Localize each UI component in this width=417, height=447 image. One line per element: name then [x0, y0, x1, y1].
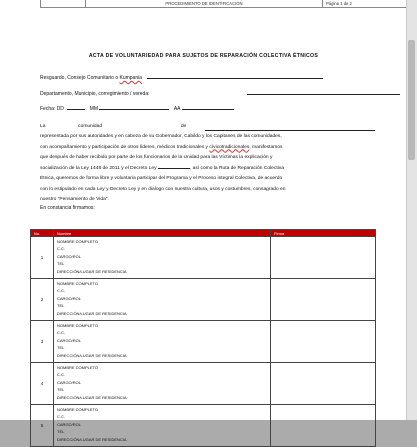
- constancia-text: En constancia firmamos:: [40, 205, 95, 211]
- header-cell-procedure: PROCEDIMIENTO DE IDENTIFICACIÓN: [86, 0, 323, 8]
- para-line3-a: con acompañamiento y participación de otros líderes, médicos tradicionales y: [40, 144, 210, 150]
- field-label-cargo: CARGO/ROL: [57, 421, 82, 427]
- row-fields: [54, 363, 271, 405]
- row-fields: [54, 321, 271, 363]
- fecha-aa-label: AA: [173, 106, 181, 112]
- comunidad-blank[interactable]: [205, 125, 375, 131]
- resguardo-blank[interactable]: [147, 73, 323, 79]
- field-label-tel: TEL: [57, 303, 65, 309]
- row-fields: [54, 405, 271, 447]
- signature-cell[interactable]: [271, 321, 376, 363]
- field-label-direccion: DIRECCIÓN/LUGAR DE RESIDENCIA: [57, 352, 127, 358]
- document-title: ACTA DE VOLUNTARIEDAD PARA SUJETOS DE REPARACIÓN COLECTIVA ÉTNICOS: [88, 53, 319, 59]
- header-cell-page: Página 1 de 2: [323, 0, 412, 8]
- paragraph-line-1: [40, 122, 375, 132]
- decreto-blank[interactable]: [158, 163, 190, 169]
- field-label-tel: TEL: [57, 387, 65, 393]
- signature-cell[interactable]: [271, 405, 376, 447]
- row-number: 1: [31, 237, 54, 279]
- para-line5-b: , así como la Ruta de Reparación Colectiva: [189, 166, 284, 172]
- para-line5-a: socialización de la Ley 1448 de 2011 y el Decreto Ley: [40, 166, 158, 172]
- signature-table: [30, 229, 376, 447]
- departamento-label: Departamento, Municipio, corregimiento / vereda:: [40, 91, 150, 97]
- fecha-mm-label: MM: [89, 106, 99, 112]
- signature-rows: [31, 237, 376, 447]
- fecha-aa-blank[interactable]: [182, 104, 234, 110]
- field-label-cc: C.C.: [57, 246, 65, 252]
- row-fields: [54, 279, 271, 321]
- row-number: 3: [31, 321, 54, 363]
- paragraph-line-3: [40, 143, 375, 153]
- paragraph-line-7: con lo estipulado en cada Ley y Decreto Ley y en dialogo con nuestra cultura, usos y costumbres, consagrado en: [40, 186, 286, 192]
- signature-cell[interactable]: [271, 279, 376, 321]
- table-row: [31, 279, 376, 321]
- table-row: [31, 405, 376, 447]
- field-label-nombre: NOMBRE COMPLETO: [57, 365, 99, 370]
- paragraph-line-4: que después de haber recibido por parte de los funcionarios de la Unidad para las Víctimas la explicación y: [40, 154, 273, 160]
- row-number: 5: [31, 405, 54, 447]
- paragraph-line-2: representada por sus autoridades y en cabeza de su Gobernador, Cabildo y los Capitanes de las comunidades,: [40, 134, 282, 140]
- para-word-comunidad: comunidad: [78, 124, 103, 129]
- vertical-scrollbar[interactable]: [406, 0, 417, 420]
- field-label-tel: TEL: [57, 261, 65, 267]
- row-number: 2: [31, 279, 54, 321]
- col-header-firma: Firma: [271, 230, 376, 237]
- field-label-cargo: CARGO/ROL: [57, 337, 82, 343]
- table-row: [31, 363, 376, 405]
- field-label-tel: TEL: [57, 429, 65, 435]
- scrollbar-thumb[interactable]: [408, 40, 415, 160]
- paragraph-line-6: Étnica, queremos de forma libre y voluntaria participar del Programa y el Proceso integral Colectiva, de acuerdo: [40, 176, 283, 182]
- field-label-cc: C.C.: [57, 288, 65, 294]
- paragraph-line-8: nuestro "Pensamiento de Vida".: [40, 197, 109, 203]
- fecha-mm-blank[interactable]: [99, 104, 169, 110]
- departamento-line: [40, 89, 400, 97]
- col-header-no: No.: [31, 230, 54, 237]
- table-row: [31, 237, 376, 279]
- field-label-cc: C.C.: [57, 414, 65, 420]
- field-label-cc: C.C.: [57, 372, 65, 378]
- kumpania-word: Kumpania: [119, 75, 143, 81]
- field-label-direccion: DIRECCIÓN/LUGAR DE RESIDENCIA: [57, 394, 127, 400]
- field-label-nombre: NOMBRE COMPLETO: [57, 407, 99, 412]
- field-label-cc: C.C.: [57, 330, 65, 336]
- resguardo-line: [40, 73, 323, 81]
- row-fields: [54, 237, 271, 279]
- table-row: [31, 321, 376, 363]
- field-label-cargo: CARGO/ROL: [57, 295, 82, 301]
- field-label-cargo: CARGO/ROL: [57, 253, 82, 259]
- field-label-cargo: CARGO/ROL: [57, 379, 82, 385]
- field-label-nombre: NOMBRE COMPLETO: [57, 323, 99, 328]
- field-label-nombre: NOMBRE COMPLETO: [57, 239, 99, 244]
- declaration-paragraph: [40, 122, 375, 205]
- para-line3-wavy: cívicotradicionales: [209, 144, 250, 150]
- fecha-line: [40, 104, 234, 112]
- signature-cell[interactable]: [271, 237, 376, 279]
- resguardo-label: Resguardo, Consejo Comunitario o: [40, 75, 119, 81]
- field-label-nombre: NOMBRE COMPLETO: [57, 281, 99, 286]
- row-number: 4: [31, 363, 54, 405]
- field-label-direccion: DIRECCIÓN/LUGAR DE RESIDENCIA: [57, 310, 127, 316]
- signature-cell[interactable]: [271, 363, 376, 405]
- fecha-dd-label: Fecha: DD: [40, 106, 64, 112]
- col-header-nombre: Nombre: [54, 230, 271, 237]
- fecha-dd-blank[interactable]: [67, 104, 85, 110]
- document-header-table: [40, 0, 412, 8]
- para-word-de: de: [180, 124, 187, 129]
- field-label-tel: TEL: [57, 345, 65, 351]
- header-cell-1: [41, 0, 86, 8]
- paragraph-line-5: [40, 163, 375, 174]
- field-label-direccion: DIRECCIÓN/LUGAR DE RESIDENCIA: [57, 436, 127, 442]
- para-word-la: La: [40, 124, 46, 129]
- field-label-direccion: DIRECCIÓN/LUGAR DE RESIDENCIA: [57, 268, 127, 274]
- departamento-blank[interactable]: [247, 89, 400, 95]
- para-line3-b: , manifestamos: [249, 144, 283, 150]
